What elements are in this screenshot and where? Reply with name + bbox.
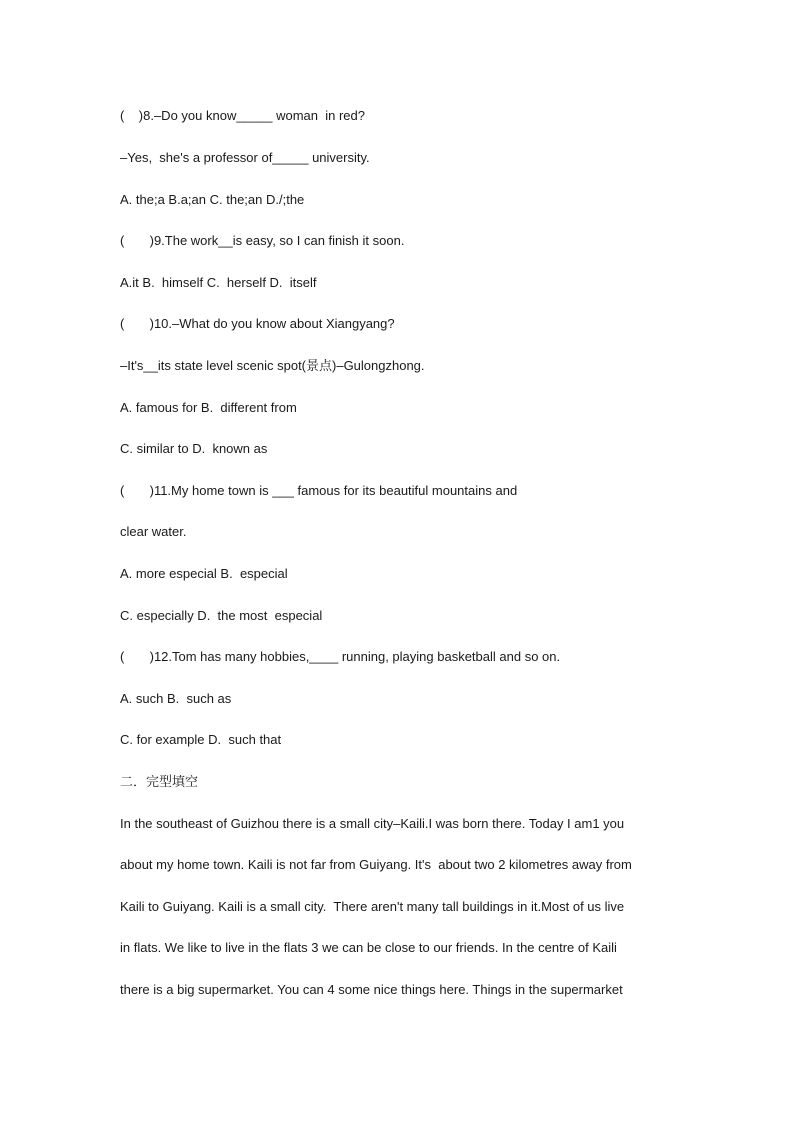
passage-line: about my home town. Kaili is not far from Guiyang. It's about two 2 kilometres away from xyxy=(120,857,632,872)
question-8-options: A. the;a B.a;an C. the;an D./;the xyxy=(120,192,305,207)
question-11-options-ab: A. more especial B. especial xyxy=(120,566,288,581)
question-10-response: –It's__its state level scenic spot(景点)–Gulongzhong. xyxy=(120,358,425,373)
question-12-options-cd: C. for example D. such that xyxy=(120,732,282,747)
passage-line: there is a big supermarket. You can 4 some nice things here. Things in the supermarket xyxy=(120,982,623,997)
question-10-options-cd: C. similar to D. known as xyxy=(120,441,268,456)
passage-line: in flats. We like to live in the flats 3 we can be close to our friends. In the centre of Kaili xyxy=(120,940,617,955)
question-12-options-ab: A. such B. such as xyxy=(120,691,232,706)
question-9-options: A.it B. himself C. herself D. itself xyxy=(120,275,317,290)
question-10-stem: ( )10.–What do you know about Xiangyang? xyxy=(120,316,395,331)
question-8-response: –Yes, she's a professor of_____ university. xyxy=(120,150,370,165)
question-10-options-ab: A. famous for B. different from xyxy=(120,400,297,415)
passage-line: Kaili to Guiyang. Kaili is a small city. There aren't many tall buildings in it.Most of us live xyxy=(120,899,625,914)
question-11-options-cd: C. especially D. the most especial xyxy=(120,608,323,623)
question-11-stem-continued: clear water. xyxy=(120,524,187,539)
passage-line: In the southeast of Guizhou there is a small city–Kaili.I was born there. Today I am1 you xyxy=(120,816,625,831)
question-11-stem: ( )11.My home town is ___ famous for its beautiful mountains and xyxy=(120,483,518,498)
question-8-stem: ( )8.–Do you know_____ woman in red? xyxy=(120,108,365,123)
question-12-stem: ( )12.Tom has many hobbies,____ running, playing basketball and so on. xyxy=(120,649,561,664)
question-9-stem: ( )9.The work__is easy, so I can finish it soon. xyxy=(120,233,405,248)
section-heading: 二．完型填空 xyxy=(120,774,199,789)
